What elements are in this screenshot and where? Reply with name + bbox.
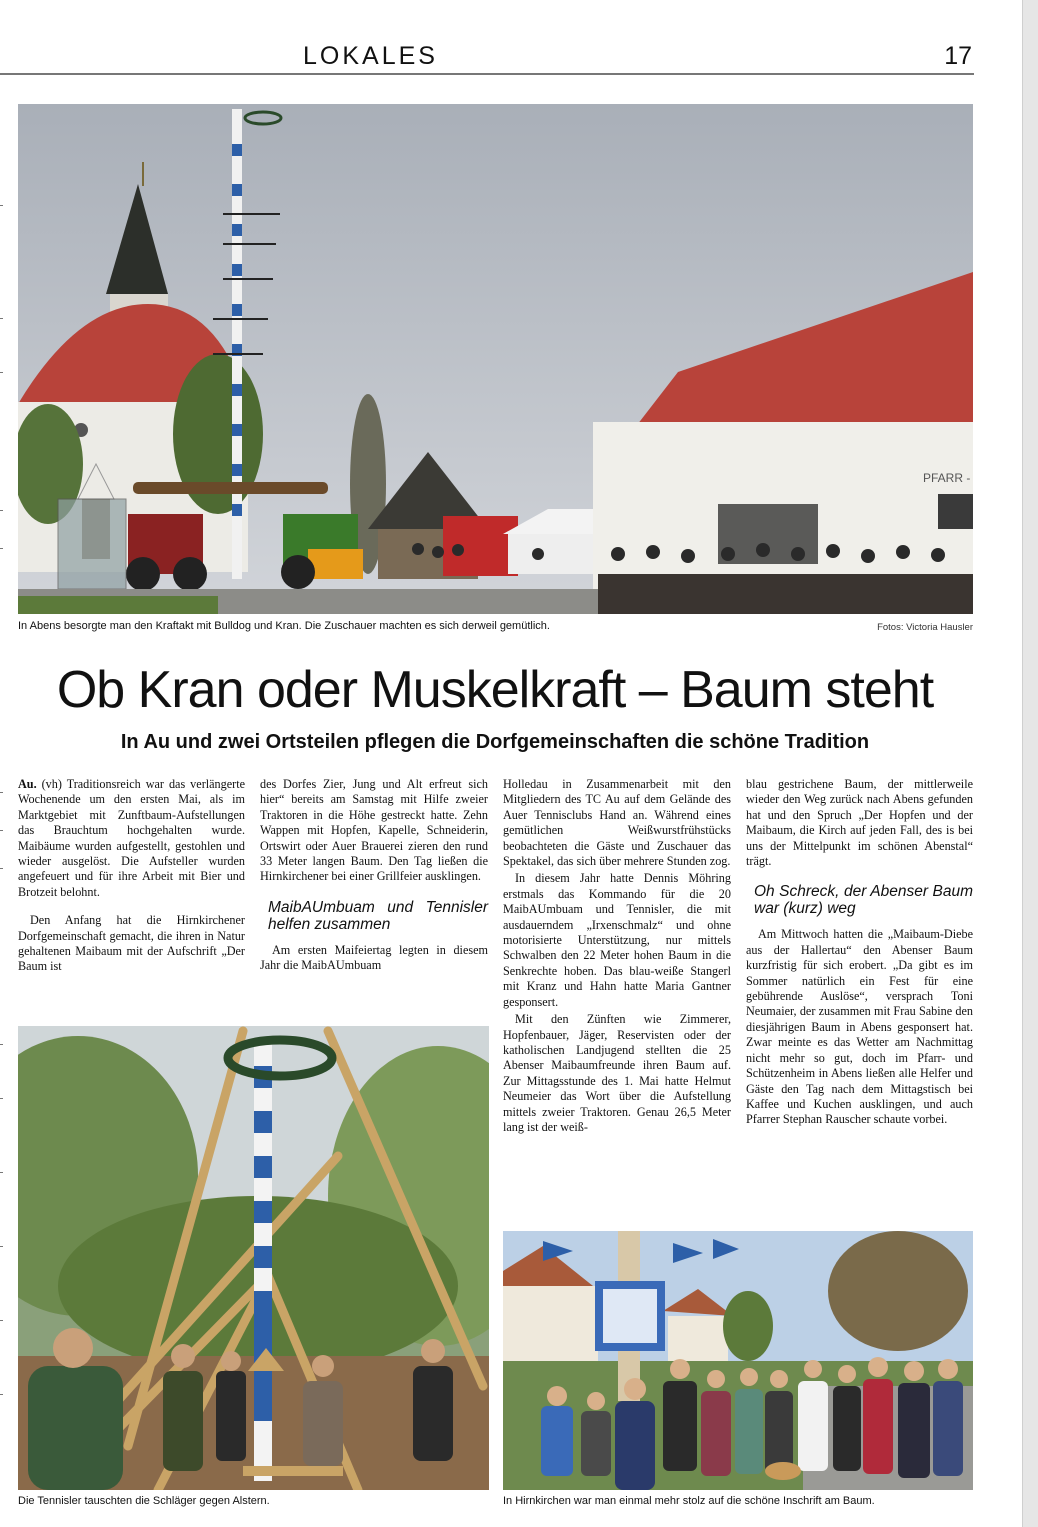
photo-hirnkirchen-illustration: [503, 1231, 973, 1490]
sign-pfarr: PFARR -: [923, 471, 971, 485]
photo-maypole-abens: [18, 104, 973, 614]
caption-bottom-left-photo: Die Tennisler tauschten die Schläger gegen Alstern.: [18, 1495, 270, 1507]
col2-paragraph-2: Am ersten Maifeiertag legten in diesem Jahr die MaibAUmbuam: [260, 942, 488, 973]
header-rule: [0, 73, 974, 75]
col1-paragraph-2: Den Anfang hat die Hirnkirchener Dorfgemeinschaft gemacht, die ihren in Natur gehaltenen Maibaum mit der Aufschrift „Der Baum ist: [18, 913, 245, 974]
subheading-oh-schreck: Oh Schreck, der Abenser Baum war (kurz) weg: [754, 883, 973, 918]
col2-paragraph-1: des Dorfes Zier, Jung und Alt erfreut sich hier“ bereits am Samstag mit Hilfe zweier Traktoren in die Höhe gestreckt hatte. Zehn Wappen mit Hopfen, Kapelle, Schneiderin, Ortswirt oder Auer Brauerei zieren den rund 33 Meter langen Baum. Den Tag ließen die Hirnkirchener bei einer Grillfeier ausklingen.: [260, 777, 488, 884]
section-title: LOKALES: [303, 42, 438, 70]
article-subheadline: In Au und zwei Ortsteilen pflegen die Dorfgemeinschaften die schöne Tradition: [120, 731, 870, 753]
gutter-marks: [0, 0, 6, 1527]
article-column-4: [746, 777, 973, 1128]
col3-paragraph-1: Holledau in Zusammenarbeit mit den Mitgliedern des TC Au auf dem Gelände des Auer Tennisclubs Hand an. Während eines gemütlichen Weißwurstfrühstücks beobachteten die Gäste und Zuschauer das Spektakel, das sich über mehrere Stunden zog.: [503, 777, 731, 869]
article-column-2: [260, 777, 488, 974]
dateline: Au.: [18, 777, 37, 791]
subheading-maibaumbuam: MaibAUmbuam und Tennisler helfen zusammen: [268, 898, 488, 933]
article-column-3: [503, 777, 731, 1135]
photo-credit: Fotos: Victoria Hausler: [877, 622, 973, 633]
photo-hirnkirchen-group: [503, 1231, 973, 1490]
caption-bottom-right-photo: In Hirnkirchen war man einmal mehr stolz auf die schöne Inschrift am Baum.: [503, 1495, 875, 1507]
col3-paragraph-3: Mit den Zünften wie Zimmerer, Hopfenbauer, Jäger, Reservisten oder der katholischen Landjugend stellten die 25 Abenser Maibaumfreunde ihren Baum auf. Zur Mittagsstunde des 1. Mai hatte Helmut Neumeier das Wort über die Aufstellung mittels zweier Traktoren. Genau 26,5 Meter lang ist der weiß-: [503, 1012, 731, 1134]
article-column-1: [18, 777, 245, 975]
col4-paragraph-1: blau gestrichene Baum, der mittlerweile wieder den Weg zurück nach Abens gefunden hat und den Spruch „Der Hopfen und der Maibaum, die Kirch auf jeden Fall, des is bei uns der Mittelpunkt im schönen Abenstal“ trägt.: [746, 777, 973, 869]
col3-paragraph-2: In diesem Jahr hatte Dennis Möhring erstmals das Kommando für die 20 MaibAUmbuam und Tennisler, die mit ausdauerndem „Irxenschmalz“ und ohne motorisierte Unterstützung, nur mittels Schwalben den 22 Meter hohen Baum in die Senkrechte hoben. Das blau-weiße Stangerl mit Kranz und Hahn hatte Maria Gantner gesponsert.: [503, 871, 731, 1009]
caption-top-photo: In Abens besorgte man den Kraftakt mit Bulldog und Kran. Die Zuschauer machten es sich derweil gemütlich.: [18, 620, 550, 632]
photo-tennisler-illustration: [18, 1026, 489, 1490]
photo-maypole-abens-illustration: [18, 104, 973, 614]
col1-paragraph-1: (vh) Traditionsreich war das verlängerte Wochenende um den ersten Mai, als im Marktgebiet mit Zunftbaum-Aufstellungen das Brauchtum hochgehalten wurde. Maibäume wurden aufgestellt, gestohlen und wieder ausgelöst. Die Aufsteller wurden angefeuert und für ihre Arbeit mit Bier und Brotzeit belohnt.: [18, 777, 245, 899]
page-edge: [1022, 0, 1038, 1527]
col4-paragraph-2: Am Mittwoch hatten die „Maibaum-Diebe aus der Hallertau“ den Abenser Baum kurzfristig für sich erobert. „Da gibt es im Sommer natürlich ein Fest für eine gebührende Auslöse“, versprach Toni Neumaier, der zusammen mit Frau Sabine den diesjährigen Baum in Abens gesponsert hat. Zwar meinte es das Wetter am Nachmittag nicht mehr so gut, doch im Pfarr- und Schützenheim in Abens ließen alle Helfer und Gäste den Tag nach dem Mittagstisch bei Kaffee und Kuchen ausklingen, und auch Pfarrer Stephan Rauscher schaute vorbei.: [746, 927, 973, 1127]
photo-tennisler-maypole: [18, 1026, 489, 1490]
page-header: [0, 38, 974, 76]
page-number: 17: [944, 42, 972, 70]
article-headline: Ob Kran oder Muskelkraft – Baum steht: [56, 661, 934, 719]
